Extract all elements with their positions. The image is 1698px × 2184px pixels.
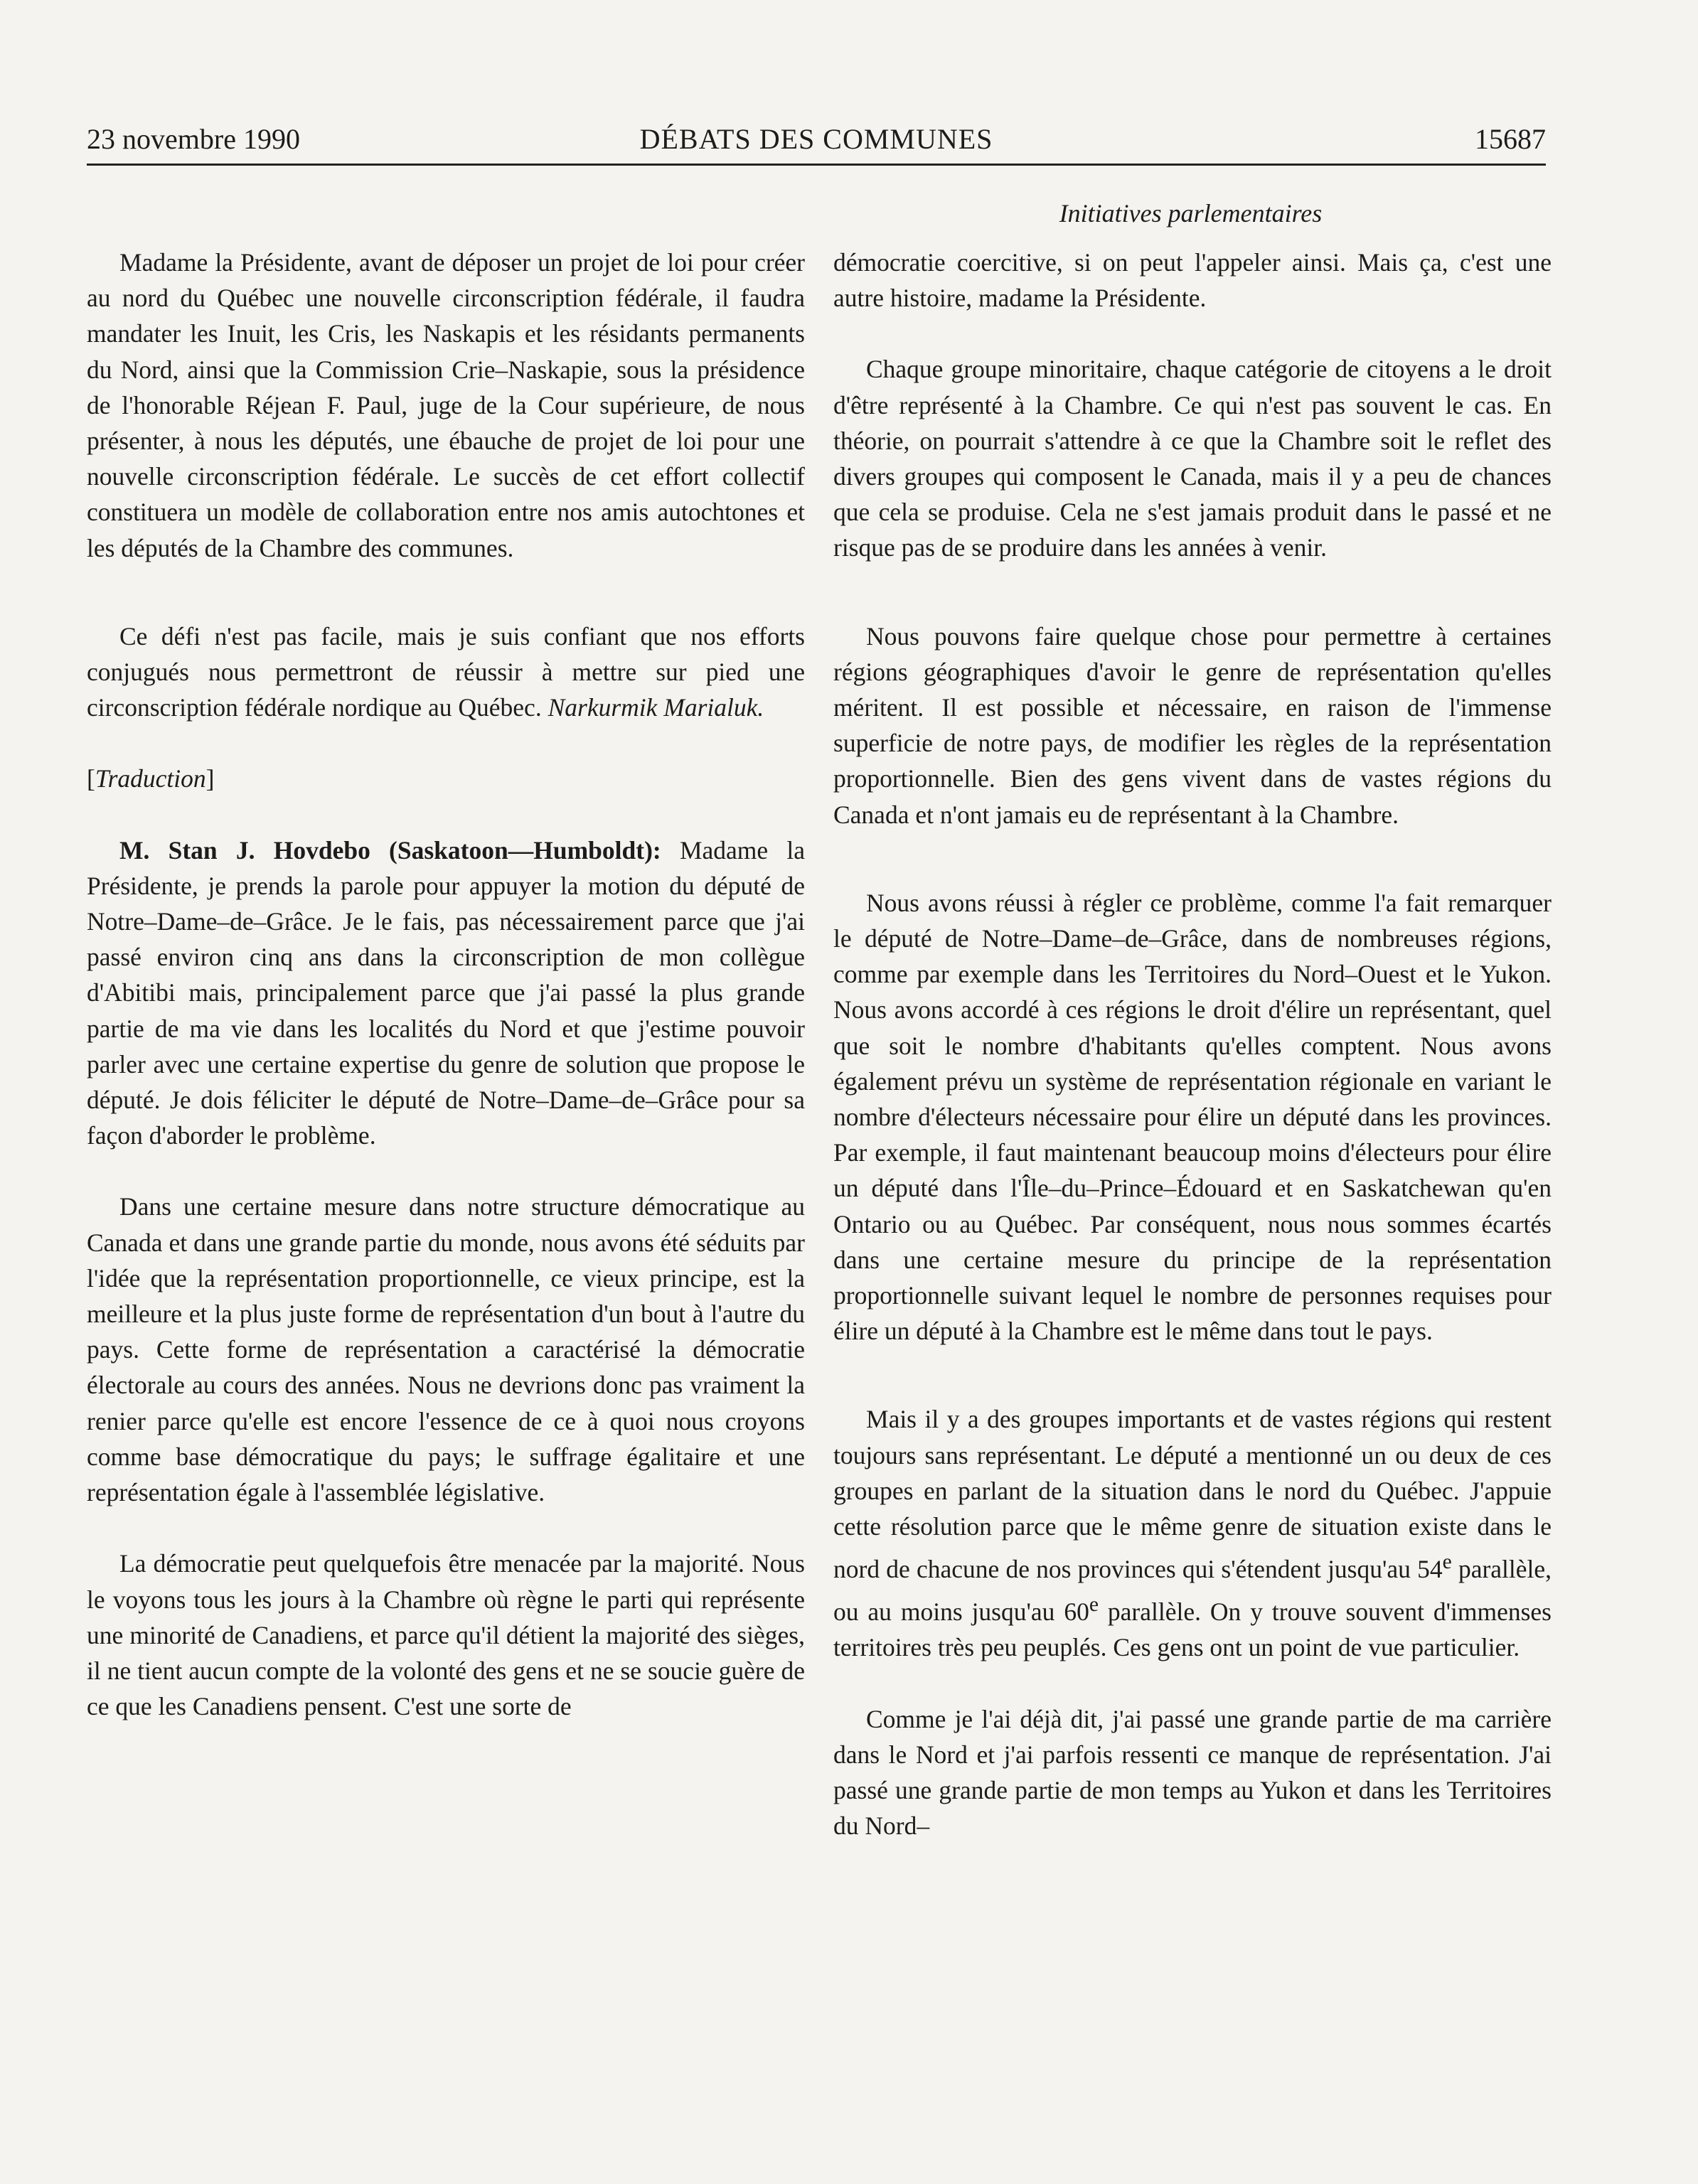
paragraph-text: parallèle. On y trouve souvent d'immenses territoires très peu peuplés. Ces gens ont un point de vue particulier. (833, 1597, 1552, 1662)
paragraph-text: Madame la Présidente, je prends la parole pour appuyer la motion du député de Notre–Dame–de–Grâce. Je le fais, pas nécessairement parce que j'ai passé environ cinq ans dans la circonscription de mon collègue d'Abitibi mais, principalement parce que j'ai passé la plus grande partie de ma vie dans les localités du Nord et que j'estime pouvoir parler avec une certaine expertise du genre de solution que propose le député. Je dois féliciter le député de Notre–Dame–de–Grâce pour sa façon d'aborder le problème. (87, 835, 805, 1150)
paragraph: Comme je l'ai déjà dit, j'ai passé une grande partie de ma carrière dans le Nord et j'ai parfois ressenti ce manque de représentation. J'ai passé une grande partie de mon temps au Yukon et dans les Territoires du Nord– (833, 1704, 1552, 1841)
paragraph (833, 1401, 1552, 1665)
inuktitut-phrase: Narkurmik Marialuk. (548, 693, 764, 722)
header-title: DÉBATS DES COMMUNES (639, 123, 993, 155)
left-column (87, 245, 805, 1724)
speaker-name: M. Stan J. Hovdebo (Saskatoon—Humboldt): (119, 835, 661, 864)
right-column (833, 245, 1552, 1843)
paragraph (87, 833, 805, 1154)
header-date: 23 novembre 1990 (87, 123, 300, 155)
paragraph (87, 619, 805, 726)
paragraph-text: Mais il y a des groupes importants et de vastes régions qui restent toujours sans représentant. Le député a mentionné un ou deux de ces groupes en parlant de la situation dans le nord du Québec. J'appuie cette résolution parce que le même genre de situation existe dans le nord de chacune de nos provinces qui s'étendent jusqu'au 54 (833, 1405, 1552, 1584)
translation-tag: [Traduction] (87, 764, 215, 793)
paragraph: Madame la Présidente, avant de déposer un projet de loi pour créer au nord du Québec une nouvelle circonscription fédérale, il faudra mandater les Inuit, les Cris, les Naskapis et les résidants permanents du Nord, ainsi que la Commission Crie–Naskapie, sous la présidence de l'honorable Réjean F. Paul, juge de la Cour supérieure, de nous présenter, à nous les députés, une ébauche de projet de loi pour une nouvelle circonscription fédérale. Le succès de cet effort collectif constituera un modèle de collaboration entre nos amis autochtones et les députés de la Chambre des communes. (87, 248, 805, 562)
paragraph: Dans une certaine mesure dans notre structure démocratique au Canada et dans une grande partie du monde, nous avons été séduits par l'idée que la représentation proportionnelle, ce vieux principe, est la meilleure et la plus juste forme de représentation d'un bout à l'autre du pays. Cette forme de représentation a caractérisé la démocratie électorale au cours des années. Nous ne devrions donc pas vraiment la renier parce qu'elle est encore l'essence de ce à quoi nous croyons comme base démocratique du pays; le suffrage égalitaire et une représentation égale à l'assemblée législative. (87, 1192, 805, 1507)
header-page-number: 15687 (1475, 123, 1546, 155)
superscript: e (1089, 1593, 1099, 1617)
superscript: e (1442, 1551, 1452, 1574)
paragraph: Nous avons réussi à régler ce problème, comme l'a fait remarquer le député de Notre–Dame–de–Grâce, dans de nombreuses régions, comme par exemple dans les Territoires du Nord–Ouest et le Yukon. Nous avons accordé à ces régions le droit d'élire un représentant, quel que soit le nombre d'habitants qu'elles comptent. Nous avons également prévu un système de représentation régionale en variant le nombre d'électeurs nécessaire pour élire un député dans les provinces. Par exemple, il faut maintenant beaucoup moins d'électeurs pour élire un député dans l'Île–du–Prince–Édouard et en Saskatchewan qu'en Ontario ou au Québec. Par conséquent, nous nous sommes écartés dans une certaine mesure du principe de la représentation proportionnelle suivant lequel le nombre de personnes requises pour élire un député à la Chambre est le même dans tout le pays. (833, 888, 1552, 1346)
translation-word: Traduction (95, 764, 206, 793)
paragraph: La démocratie peut quelquefois être menacée par la majorité. Nous le voyons tous les jours à la Chambre où règne le parti qui représente une minorité de Canadiens, et parce qu'il détient la majorité des sièges, il ne tient aucun compte de la volonté des gens et ne se soucie guère de ce que les Canadiens pensent. C'est une sorte de (87, 1549, 805, 1721)
paragraph: Nous pouvons faire quelque chose pour permettre à certaines régions géographiques d'avoir le genre de représentation qu'elles méritent. Il est possible et nécessaire, en raison de l'immense superficie de notre pays, de modifier les règles de la représentation proportionnelle. Bien des gens vivent dans de vastes régions du Canada et n'ont jamais eu de représentant à la Chambre. (833, 621, 1552, 829)
section-title: Initiatives parlementaires (1059, 199, 1323, 228)
paragraph-text: Ce défi n'est pas facile, mais je suis confiant que nos efforts conjugués nous permettront de réussir à mettre sur pied une circonscription fédérale nordique au Québec. (87, 621, 805, 722)
paragraph: Chaque groupe minoritaire, chaque catégorie de citoyens a le droit d'être représenté à la Chambre. Ce qui n'est pas souvent le cas. En théorie, on pourrait s'attendre à ce que la Chambre soit le reflet des divers groupes qui composent le Canada, mais il y a peu de chances que cela se produise. Cela ne s'est jamais produit dans le passé et ne risque pas de se produire dans les années à venir. (833, 355, 1552, 562)
paragraph: démocratie coercitive, si on peut l'appeler ainsi. Mais ça, c'est une autre histoire, madame la Présidente. (833, 248, 1552, 313)
page-header (87, 119, 1546, 166)
paragraph-text: parallèle, ou au moins jusqu'au 60 (833, 1555, 1552, 1627)
